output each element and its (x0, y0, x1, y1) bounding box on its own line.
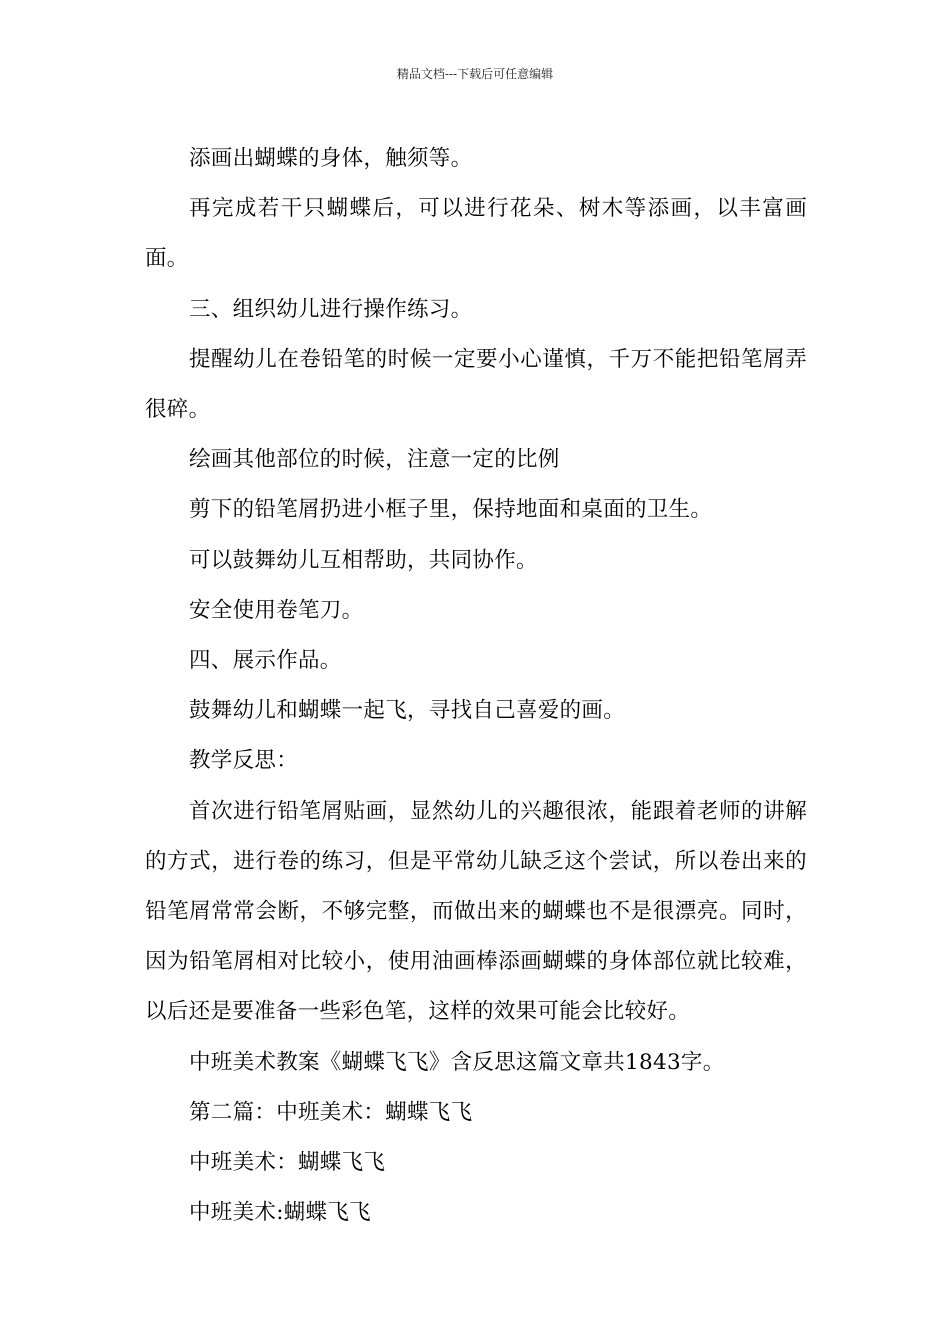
section-heading: 教学反思： (189, 748, 299, 774)
paragraph: 安全使用卷笔刀。 (189, 597, 364, 623)
paragraph: 剪下的铅笔屑扔进小框子里，保持地面和桌面的卫生。 (189, 497, 713, 523)
section-heading: 四、展示作品。 (189, 648, 342, 674)
paragraph: 首次进行铅笔屑贴画，显然幼儿的兴趣很浓，能跟着老师的讲解的方式，进行卷的练习，但是平常幼儿缺乏这个尝试，所以卷出来的铅笔屑常常会断，不够完整，而做出来的蝴蝶也不是很漂亮。同时，因为铅笔屑相对比较小，使用油画棒添画蝴蝶的身体部位就比较难，以后还是要准备一些彩色笔，这样的效果可能会比较好。 (145, 798, 807, 1025)
paragraph: 再完成若干只蝴蝶后，可以进行花朵、树木等添画，以丰富画面。 (145, 196, 807, 272)
paragraph: 添画出蝴蝶的身体，触须等。 (189, 146, 473, 171)
paragraph: 中班美术:蝴蝶飞飞 (189, 1200, 371, 1226)
paragraph: 中班美术教案《蝴蝶飞飞》含反思这篇文章共1843字。 (189, 1049, 725, 1075)
paragraph: 中班美术：蝴蝶飞飞 (189, 1150, 386, 1176)
paragraph: 可以鼓舞幼儿互相帮助，共同协作。 (189, 547, 538, 573)
paragraph: 绘画其他部位的时候，注意一定的比例 (189, 447, 560, 473)
document-body (145, 134, 807, 1238)
section-heading: 第二篇：中班美术：蝴蝶飞飞 (189, 1099, 473, 1125)
paragraph: 提醒幼儿在卷铅笔的时候一定要小心谨慎，千万不能把铅笔屑弄很碎。 (145, 346, 807, 423)
paragraph: 鼓舞幼儿和蝴蝶一起飞，寻找自己喜爱的画。 (189, 698, 626, 724)
section-heading: 三、组织幼儿进行操作练习。 (189, 296, 473, 322)
page-header: 精品文档---下载后可任意编辑 (396, 67, 554, 81)
